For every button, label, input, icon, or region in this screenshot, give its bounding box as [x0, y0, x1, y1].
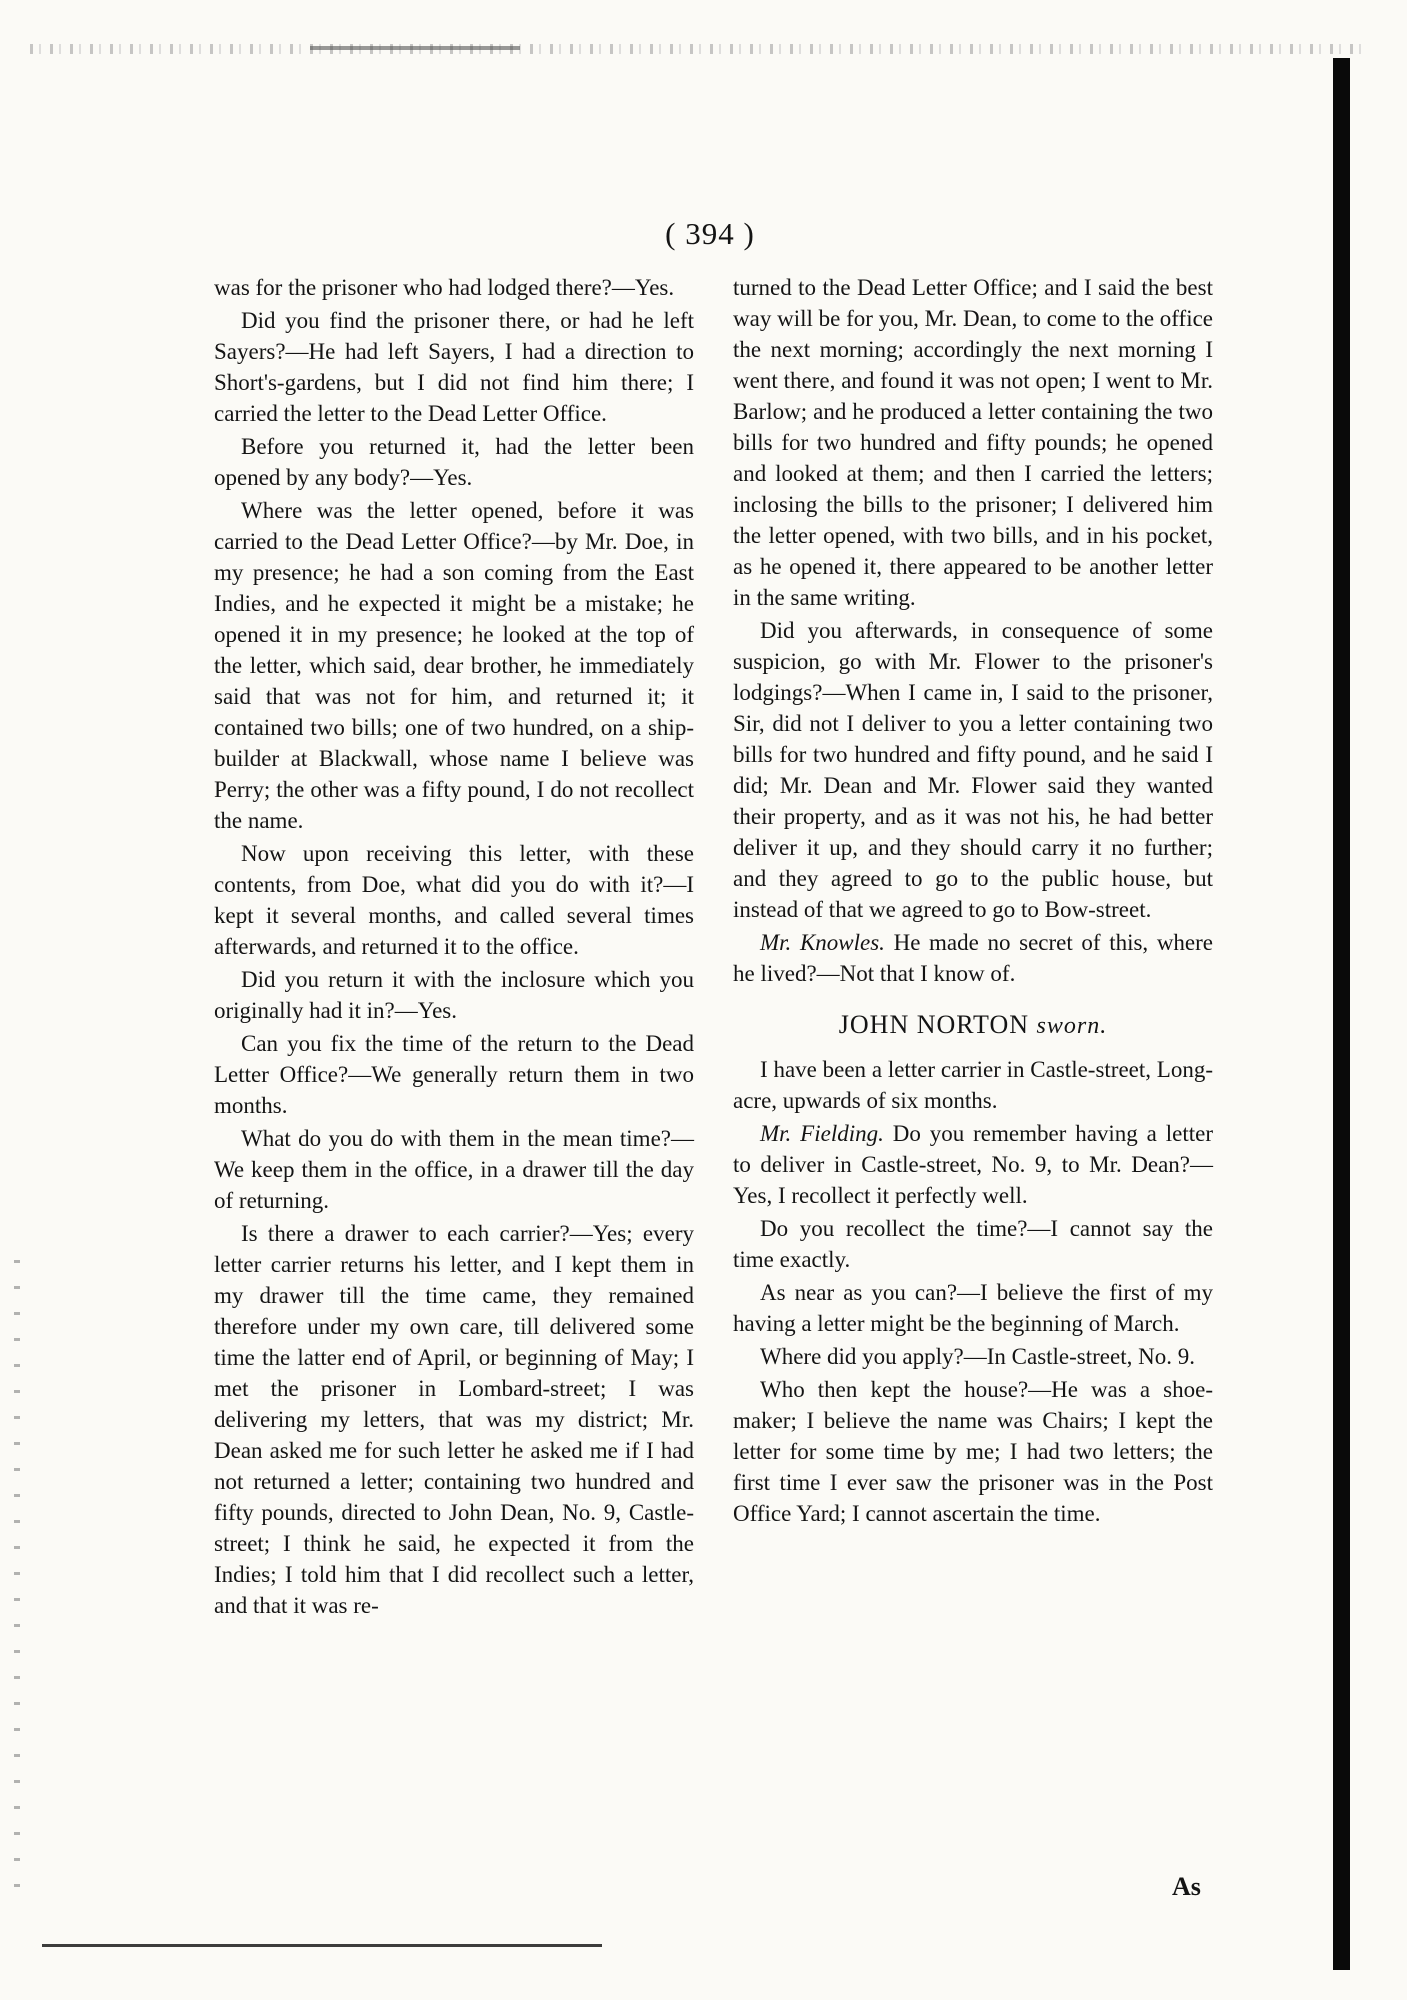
- scan-noise-top: [30, 44, 1370, 54]
- page-edge-shadow: [1333, 58, 1350, 1970]
- paragraph: Before you returned it, had the letter been opened by any body?—Yes.: [214, 434, 694, 490]
- paragraph: turned to the Dead Letter Office; and I said the best way will be for you, Mr. Dean, to come to the office the next morning; accordingly the next morning I went there, and found it was not open; I went to Mr. Barlow; and he produced a letter containing the two bills for two hundred and fifty pounds; he opened and looked at them; and then I carried the letters; inclosing the bills to the prisoner; I delivered him the letter opened, with two bills, and in his pocket, as he opened it, there appeared to be another letter in the same writing.: [733, 275, 1213, 610]
- scan-noise-left: [14, 1260, 20, 1900]
- right-column: [733, 272, 1213, 1531]
- left-column: [214, 272, 694, 1623]
- page-bottom-rule: [42, 1944, 602, 1947]
- paragraph: Do you recollect the time?—I cannot say the time exactly.: [733, 1216, 1213, 1272]
- paragraph: Did you find the prisoner there, or had he left Sayers?—He had left Sayers, I had a direction to Short's-gardens, but I did not find him there; I carried the letter to the Dead Letter Office.: [214, 308, 694, 426]
- paragraph: Now upon receiving this letter, with these contents, from Doe, what did you do with it?—I kept it several months, and called several times afterwards, and returned it to the office.: [214, 841, 694, 959]
- testimony-text: Do you remember having a letter to deliver in Castle-street, No. 9, to Mr. Dean?—Yes, I recollect it perfectly well.: [733, 1121, 1213, 1208]
- paragraph: Did you afterwards, in consequence of some suspicion, go with Mr. Flower to the prisoner's lodgings?—When I came in, I said to the prisoner, Sir, did not I deliver to you a letter containing two bills for two hundred and fifty pound, and he said I did; Mr. Dean and Mr. Flower said they wanted their property, and as it was not his, he had better deliver it up, and they should carry it no further; and they agreed to go to the public house, but instead of that we agreed to go to Bow-street.: [733, 618, 1213, 922]
- paragraph: I have been a letter carrier in Castle-street, Long-acre, upwards of six months.: [733, 1057, 1213, 1113]
- sworn-label: sworn.: [1036, 1013, 1108, 1039]
- paragraph: Can you fix the time of the return to the Dead Letter Office?—We generally return them in two months.: [214, 1031, 694, 1118]
- testimony-text: He made no secret of this, where he lived?—Not that I know of.: [733, 930, 1213, 986]
- knowles-paragraph: [733, 927, 1213, 989]
- paragraph: As near as you can?—I believe the first of my having a letter might be the beginning of March.: [733, 1280, 1213, 1336]
- paragraph: Where did you apply?—In Castle-street, No. 9.: [760, 1344, 1195, 1369]
- witness-name: JOHN NORTON: [838, 1010, 1030, 1039]
- speaker-name: Mr. Knowles.: [760, 930, 885, 955]
- paragraph: Where was the letter opened, before it was carried to the Dead Letter Office?—by Mr. Doe, in my presence; he had a son coming from the East Indies, and he expected it might be a mistake; he opened it in my presence; he looked at the top of the letter, which said, dear brother, he immediately said that was not for him, and returned it; it contained two bills; one of two hundred, on a ship-builder at Blackwall, whose name I believe was Perry; the other was a fifty pound, I do not recollect the name.: [214, 498, 694, 833]
- catchword: As: [1172, 1872, 1201, 1901]
- page-number: ( 394 ): [665, 216, 755, 251]
- paragraph: What do you do with them in the mean time?—We keep them in the office, in a drawer till the day of returning.: [214, 1126, 694, 1213]
- speaker-name: Mr. Fielding.: [760, 1121, 884, 1146]
- witness-heading: [733, 1009, 1213, 1042]
- paragraph: Did you return it with the inclosure which you originally had it in?—Yes.: [214, 967, 694, 1023]
- scan-smudge-top: [310, 46, 520, 50]
- fielding-paragraph: [733, 1118, 1213, 1211]
- paragraph: Is there a drawer to each carrier?—Yes; every letter carrier returns his letter, and I kept them in my drawer till the time came, they remained therefore under my own care, till delivered some time the latter end of April, or beginning of May; I met the prisoner in Lombard-street; I was delivering my letters, that was my district; Mr. Dean asked me for such letter he asked me if I had not returned a letter; containing two hundred and fifty pounds, directed to John Dean, No. 9, Castle-street; I think he said, he expected it from the Indies; I told him that I did recollect such a letter, and that it was re-: [214, 1221, 694, 1618]
- paragraph: Who then kept the house?—He was a shoe-maker; I believe the name was Chairs; I kept the letter for some time by me; I had two letters; the first time I ever saw the prisoner was in the Post Office Yard; I cannot ascertain the time.: [733, 1377, 1213, 1526]
- paragraph: was for the prisoner who had lodged there?—Yes.: [214, 275, 675, 300]
